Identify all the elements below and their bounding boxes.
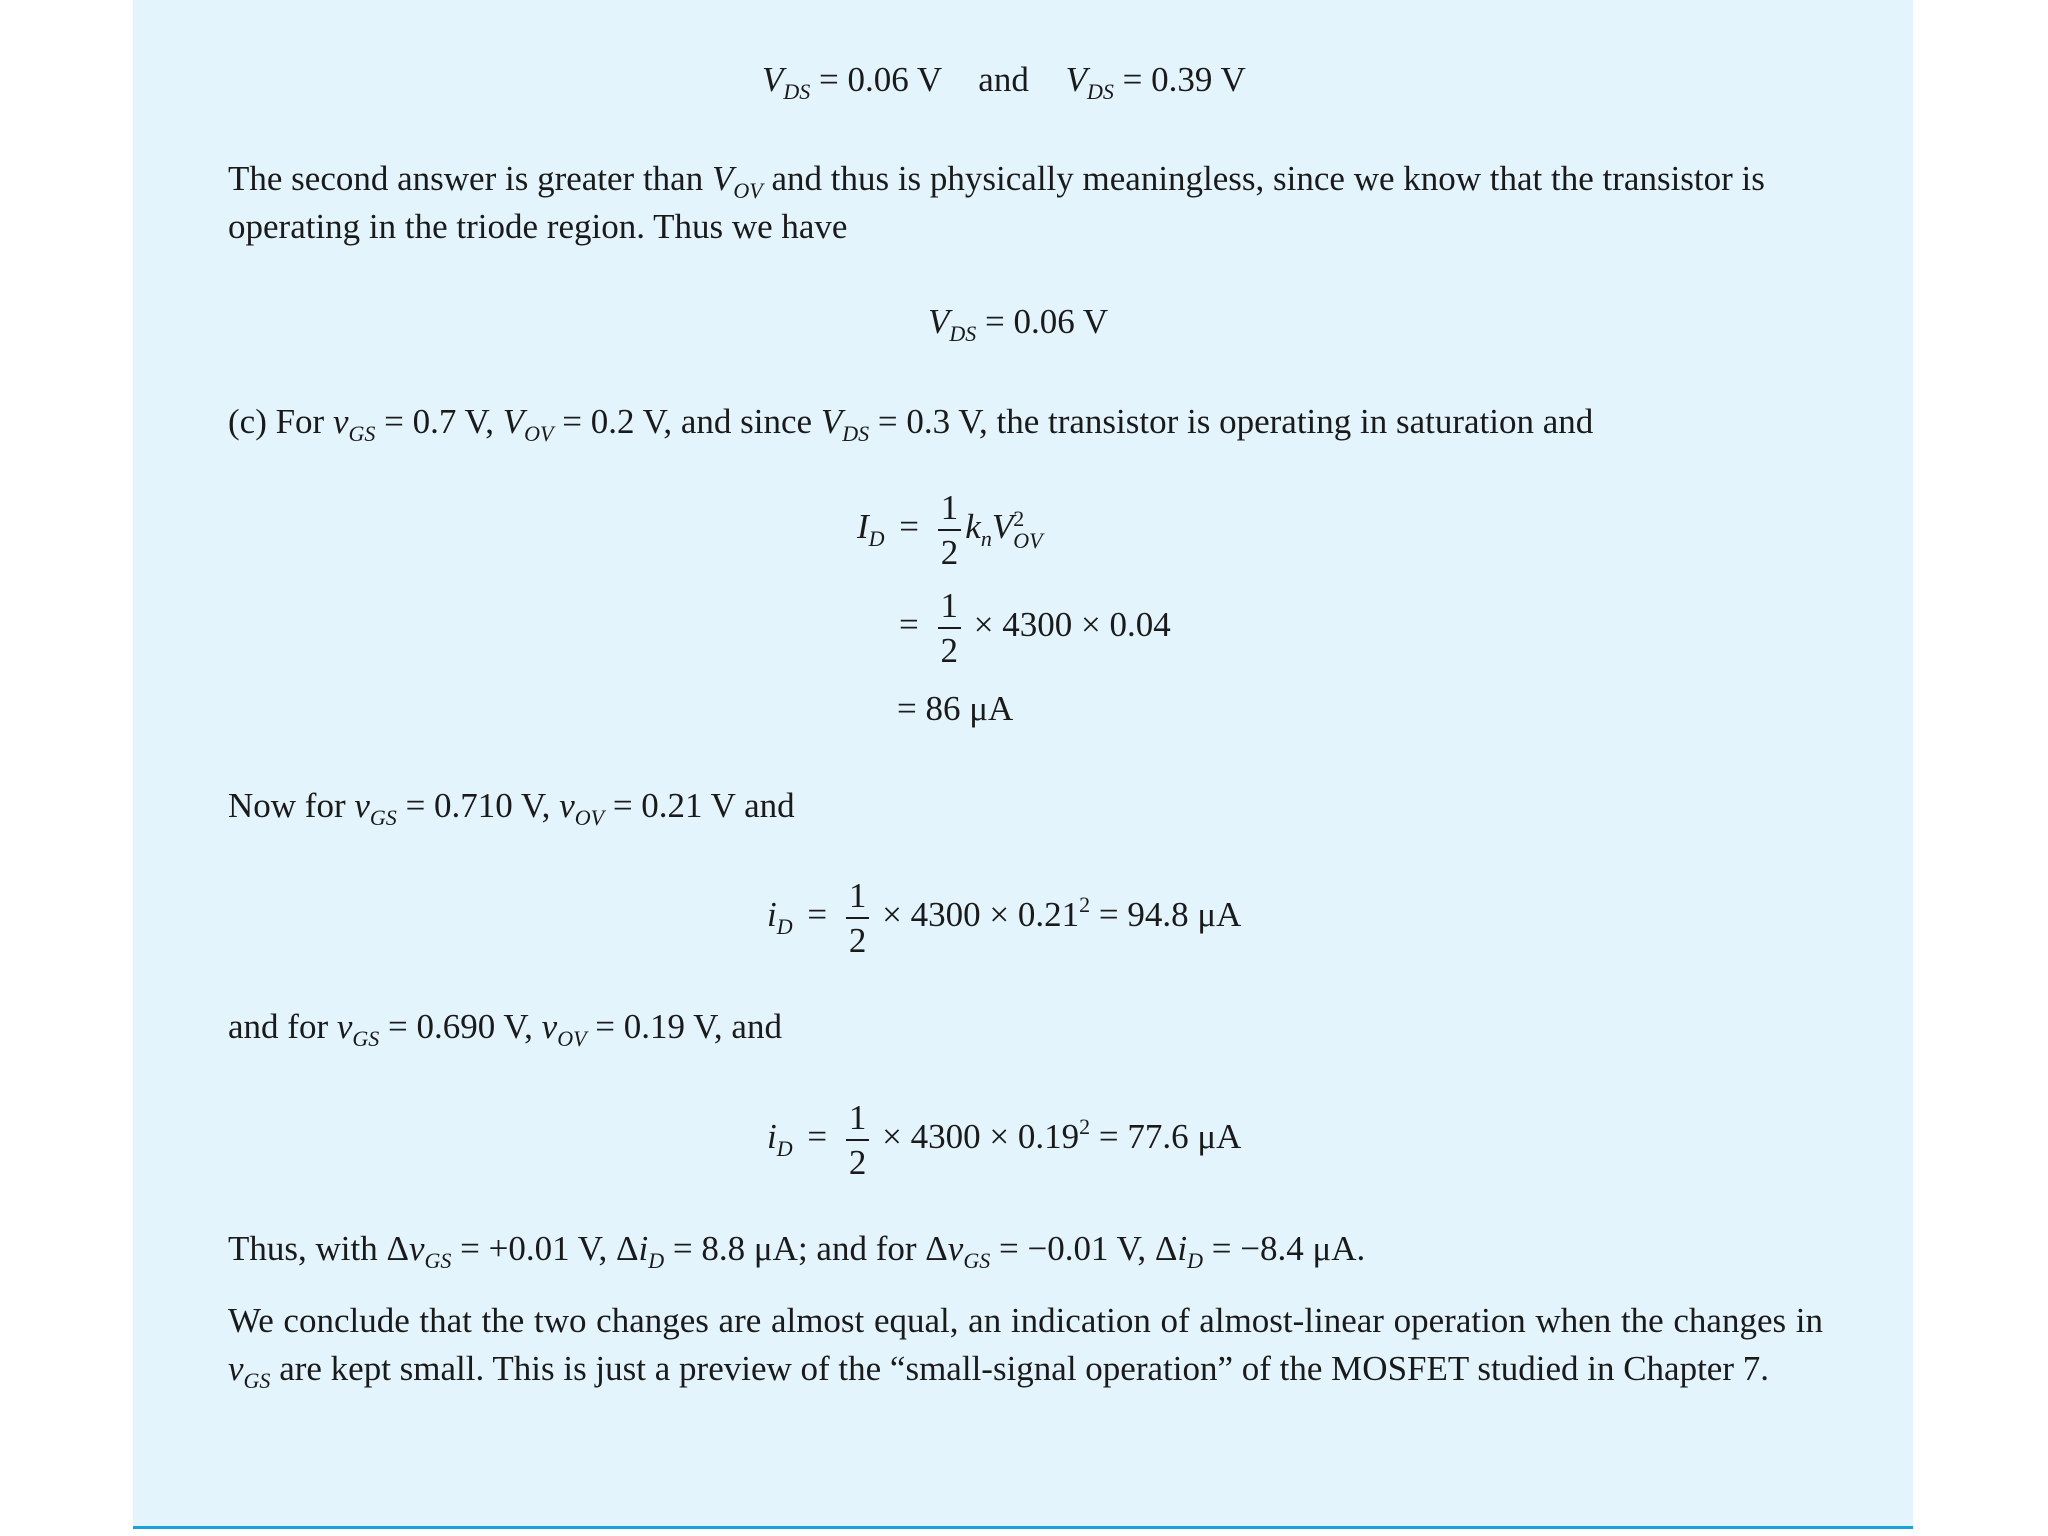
equation-vds-roots: $V_{DS} = 0.06$ V and $V_{DS} = 0.39$ V <box>762 60 1246 104</box>
equation-id-0.19: $i_D$ = $\frac{1}{2}$ × $4300 \times 0.19^2 = 77.6$ μA <box>767 1098 1242 1182</box>
equation-id-line1: $I_D$ = $\frac{1}{2}$ $k_nV$ 2 OV <box>857 488 1043 572</box>
paragraph-thus: Thus, with $\Delta v_{GS} = +0.01$ V, $\Delta i_D = 8.8$ μA; and for $\Delta v_{GS} = -0.01$ V, $\Delta i_D = -8.4$ μA. <box>228 1229 1366 1273</box>
paragraph-and-for: and for $v_{GS} = 0.690$ V, $v_{OV} = 0.19$ V, and <box>228 1007 782 1051</box>
paragraph-second-answer: The second answer is greater than $V_{OV}$ and thus is physically meaningless, since we know that the transistor is operating in the triode region. Thus we have <box>228 159 1765 246</box>
paragraph-now-for: Now for $v_{GS} = 0.710$ V, $v_{OV} = 0.21$ V and <box>228 786 795 830</box>
paragraph-conclusion: We conclude that the two changes are almost equal, an indication of almost-linear operation when the changes in $v_{GS}$ are kept small. This is just a preview of the “small-signal operation” of the MOSFET studied in Chapter 7. <box>228 1301 1823 1393</box>
equation-vds-result: $V_{DS} = 0.06$ V <box>928 302 1109 346</box>
paragraph-part-c: (c) For $v_{GS} = 0.7$ V, $V_{OV} = 0.2$ V, and since $V_{DS} = 0.3$ V, the transistor is operating in saturation and <box>228 402 1594 446</box>
fraction-one-half: $\frac{1}{2}$ <box>846 1100 870 1180</box>
fraction-one-half: $\frac{1}{2}$ <box>846 878 870 958</box>
equation-id-line3: = 86 μA <box>897 689 1014 728</box>
fraction-one-half: $\frac{1}{2}$ <box>938 588 962 668</box>
equation-id-line2: = $\frac{1}{2}$ × 4300 × 0.04 <box>899 586 1171 670</box>
equation-id-0.21: $i_D$ = $\frac{1}{2}$ × $4300 \times 0.21^2 = 94.8$ μA <box>767 876 1242 960</box>
panel-bottom-rule <box>133 1526 1913 1529</box>
fraction-one-half: $\frac{1}{2}$ <box>938 490 962 570</box>
